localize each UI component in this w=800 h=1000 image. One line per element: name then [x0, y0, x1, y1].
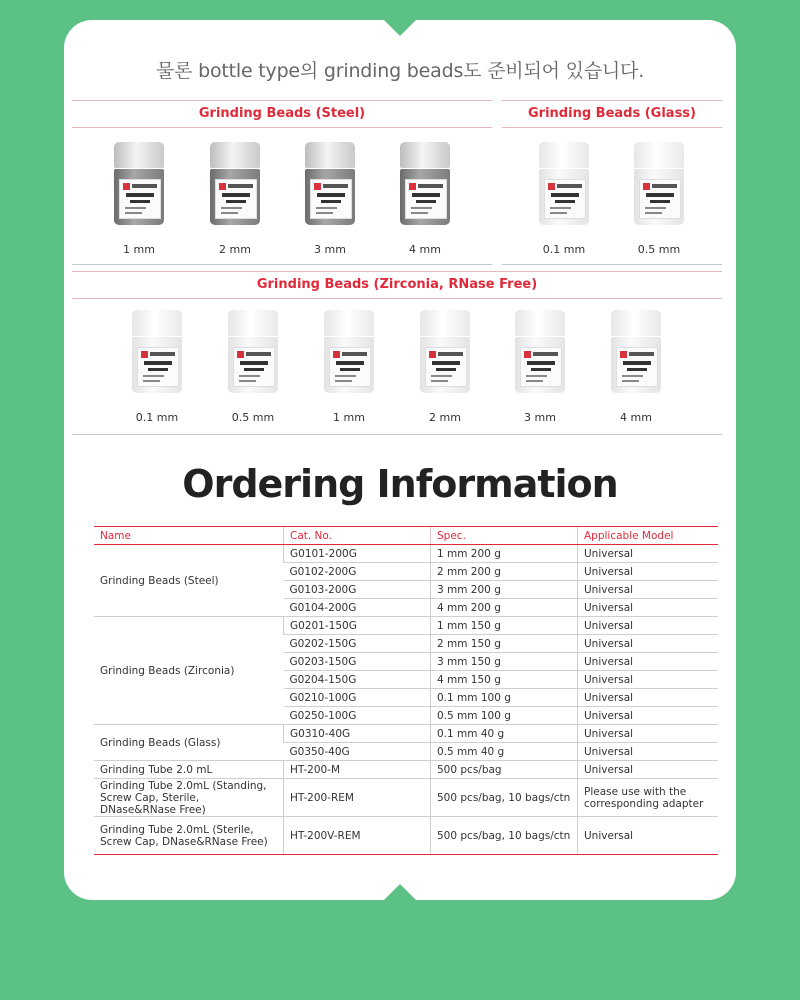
model-cell: Universal	[578, 689, 719, 707]
glass-product-1	[619, 142, 699, 256]
bead-size-label: 2 mm	[219, 243, 251, 256]
product-name-cell: Grinding Tube 2.0 mL	[94, 761, 284, 779]
model-cell: Universal	[578, 707, 719, 725]
model-cell: Please use with the corresponding adapter	[578, 779, 719, 817]
cat-no-cell: G0350-40G	[284, 743, 431, 761]
spec-cell: 3 mm 150 g	[431, 653, 578, 671]
table-row	[94, 779, 718, 817]
spec-cell: 0.1 mm 100 g	[431, 689, 578, 707]
model-cell: Universal	[578, 617, 719, 635]
cat-no-cell: HT-200V-REM	[284, 817, 431, 855]
bead-size-label: 0.1 mm	[135, 411, 179, 424]
bead-size-label: 4 mm	[620, 411, 652, 424]
bead-size-label: 1 mm	[123, 243, 155, 256]
model-cell: Universal	[578, 671, 719, 689]
bead-size-label: 0.5 mm	[637, 243, 681, 256]
cat-no-cell: HT-200-REM	[284, 779, 431, 817]
bead-bottle-image	[539, 142, 589, 225]
bead-size-label: 0.1 mm	[542, 243, 586, 256]
spec-cell: 0.1 mm 40 g	[431, 725, 578, 743]
bead-bottle-image	[210, 142, 260, 225]
cat-no-cell: G0250-100G	[284, 707, 431, 725]
bead-size-label: 3 mm	[524, 411, 556, 424]
cat-no-cell: G0102-200G	[284, 563, 431, 581]
table-row	[94, 725, 718, 743]
steel-section-header: Grinding Beads (Steel)	[72, 100, 492, 128]
bead-bottle-image	[634, 142, 684, 225]
cat-no-cell: G0204-150G	[284, 671, 431, 689]
model-cell: Universal	[578, 725, 719, 743]
model-cell: Universal	[578, 563, 719, 581]
product-name-cell: Grinding Beads (Zirconia)	[94, 617, 284, 725]
steel-product-2	[290, 142, 370, 256]
spec-cell: 1 mm 200 g	[431, 545, 578, 563]
header-name: Name	[94, 527, 284, 545]
zirconia-product-2	[309, 310, 389, 424]
spec-cell: 500 pcs/bag	[431, 761, 578, 779]
model-cell: Universal	[578, 743, 719, 761]
steel-product-3	[385, 142, 465, 256]
glass-divider	[502, 264, 722, 265]
spec-cell: 500 pcs/bag, 10 bags/ctn	[431, 817, 578, 855]
model-cell: Universal	[578, 599, 719, 617]
model-cell: Universal	[578, 581, 719, 599]
bead-bottle-image	[228, 310, 278, 393]
spec-cell: 2 mm 150 g	[431, 635, 578, 653]
glass-product-0	[524, 142, 604, 256]
table-row	[94, 817, 718, 855]
bead-bottle-image	[324, 310, 374, 393]
table-row	[94, 617, 718, 635]
spec-cell: 3 mm 200 g	[431, 581, 578, 599]
cat-no-cell: G0310-40G	[284, 725, 431, 743]
ordering-title: Ordering Information	[182, 462, 618, 506]
product-name-cell: Grinding Tube 2.0mL (Standing, Screw Cap, Sterile, DNase&RNase Free)	[94, 779, 284, 817]
model-cell: Universal	[578, 545, 719, 563]
cat-no-cell: HT-200-M	[284, 761, 431, 779]
model-cell: Universal	[578, 761, 719, 779]
bead-bottle-image	[515, 310, 565, 393]
steel-product-1	[195, 142, 275, 256]
glass-section-header: Grinding Beads (Glass)	[502, 100, 722, 128]
bead-bottle-image	[611, 310, 661, 393]
bead-bottle-image	[114, 142, 164, 225]
zirconia-divider	[72, 434, 722, 435]
bead-bottle-image	[400, 142, 450, 225]
model-cell: Universal	[578, 653, 719, 671]
zirconia-product-4	[500, 310, 580, 424]
model-cell: Universal	[578, 817, 719, 855]
spec-cell: 0.5 mm 40 g	[431, 743, 578, 761]
cat-no-cell: G0104-200G	[284, 599, 431, 617]
product-name-cell: Grinding Beads (Glass)	[94, 725, 284, 761]
intro-text: 물론 bottle type의 grinding beads도 준비되어 있습니다.	[155, 60, 645, 82]
bead-bottle-image	[132, 310, 182, 393]
header-spec: Spec.	[431, 527, 578, 545]
cat-no-cell: G0103-200G	[284, 581, 431, 599]
spec-cell: 1 mm 150 g	[431, 617, 578, 635]
ordering-table	[94, 526, 718, 855]
model-cell: Universal	[578, 635, 719, 653]
steel-product-0	[99, 142, 179, 256]
product-name-cell: Grinding Beads (Steel)	[94, 545, 284, 617]
cat-no-cell: G0201-150G	[284, 617, 431, 635]
bead-size-label: 0.5 mm	[231, 411, 275, 424]
spec-cell: 500 pcs/bag, 10 bags/ctn	[431, 779, 578, 817]
cat-no-cell: G0210-100G	[284, 689, 431, 707]
cat-no-cell: G0202-150G	[284, 635, 431, 653]
bead-size-label: 2 mm	[429, 411, 461, 424]
table-row	[94, 761, 718, 779]
cat-no-cell: G0101-200G	[284, 545, 431, 563]
bead-bottle-image	[305, 142, 355, 225]
zirconia-section-header: Grinding Beads (Zirconia, RNase Free)	[72, 271, 722, 299]
bead-size-label: 4 mm	[409, 243, 441, 256]
zirconia-product-1	[213, 310, 293, 424]
cat-no-cell: G0203-150G	[284, 653, 431, 671]
steel-divider	[72, 264, 492, 265]
table-header-row	[94, 527, 718, 545]
bead-size-label: 3 mm	[314, 243, 346, 256]
spec-cell: 4 mm 200 g	[431, 599, 578, 617]
spec-cell: 2 mm 200 g	[431, 563, 578, 581]
zirconia-product-3	[405, 310, 485, 424]
header-applicable-model: Applicable Model	[578, 527, 719, 545]
product-name-cell: Grinding Tube 2.0mL (Sterile, Screw Cap, DNase&RNase Free)	[94, 817, 284, 855]
header-cat-no: Cat. No.	[284, 527, 431, 545]
spec-cell: 4 mm 150 g	[431, 671, 578, 689]
table-row	[94, 545, 718, 563]
zirconia-product-0	[117, 310, 197, 424]
spec-cell: 0.5 mm 100 g	[431, 707, 578, 725]
bead-size-label: 1 mm	[333, 411, 365, 424]
zirconia-product-5	[596, 310, 676, 424]
bead-bottle-image	[420, 310, 470, 393]
